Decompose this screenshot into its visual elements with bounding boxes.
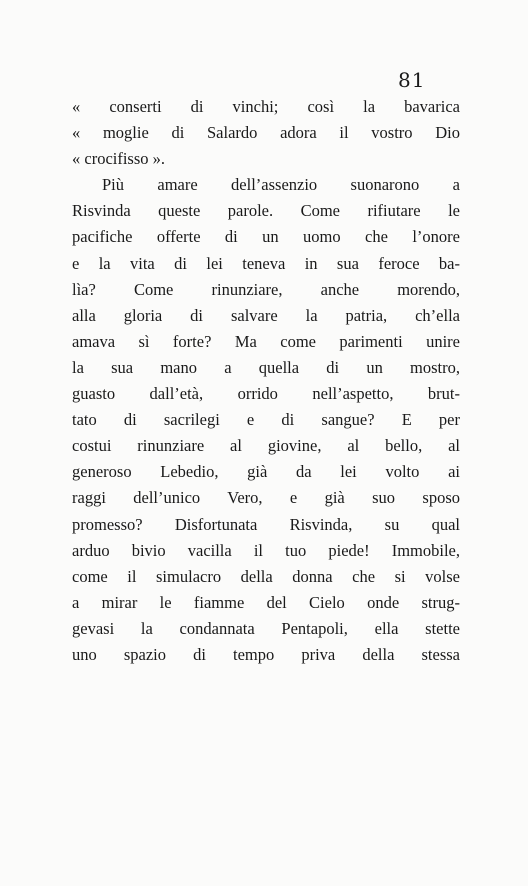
text-line: uno spazio di tempo priva della stessa	[72, 644, 460, 664]
text-line: Risvinda queste parole. Come rifiutare le	[72, 201, 460, 221]
text-line: e la vita di lei teneva in sua feroce ba-	[72, 253, 460, 273]
text-line: raggi dell’unico Vero, e già suo sposo	[72, 488, 460, 508]
text-line: amava sì forte? Ma come parimenti unire	[72, 331, 460, 351]
text-line: Più amare dell’assenzio suonarono a	[102, 175, 460, 195]
text-line: a mirar le fiamme del Cielo onde strug-	[72, 592, 460, 612]
text-line: tato di sacrilegi e di sangue? E per	[72, 410, 460, 430]
text-line: lìa? Come rinunziare, anche morendo,	[72, 279, 460, 299]
text-line: la sua mano a quella di un mostro,	[72, 357, 460, 377]
text-line: promesso? Disfortunata Risvinda, su qual	[72, 514, 460, 534]
text-line: guasto dall’età, orrido nell’aspetto, brut-	[72, 384, 460, 404]
page-number: 81	[398, 68, 426, 92]
body-text	[72, 94, 460, 668]
text-line: pacifiche offerte di un uomo che l’onore	[72, 227, 460, 247]
text-line: « moglie di Salardo adora il vostro Dio	[72, 123, 460, 143]
text-line: costui rinunziare al giovine, al bello, al	[72, 436, 460, 456]
text-line: alla gloria di salvare la patria, ch’ella	[72, 305, 460, 325]
text-line: « crocifisso ».	[72, 149, 166, 169]
text-line: arduo bivio vacilla il tuo piede! Immobile,	[72, 540, 460, 560]
text-line: « conserti di vinchi; così la bavarica	[72, 97, 460, 116]
text-line: gevasi la condannata Pentapoli, ella stette	[72, 618, 460, 638]
text-line: come il simulacro della donna che si volse	[72, 566, 460, 586]
text-line: generoso Lebedio, già da lei volto ai	[72, 462, 460, 482]
